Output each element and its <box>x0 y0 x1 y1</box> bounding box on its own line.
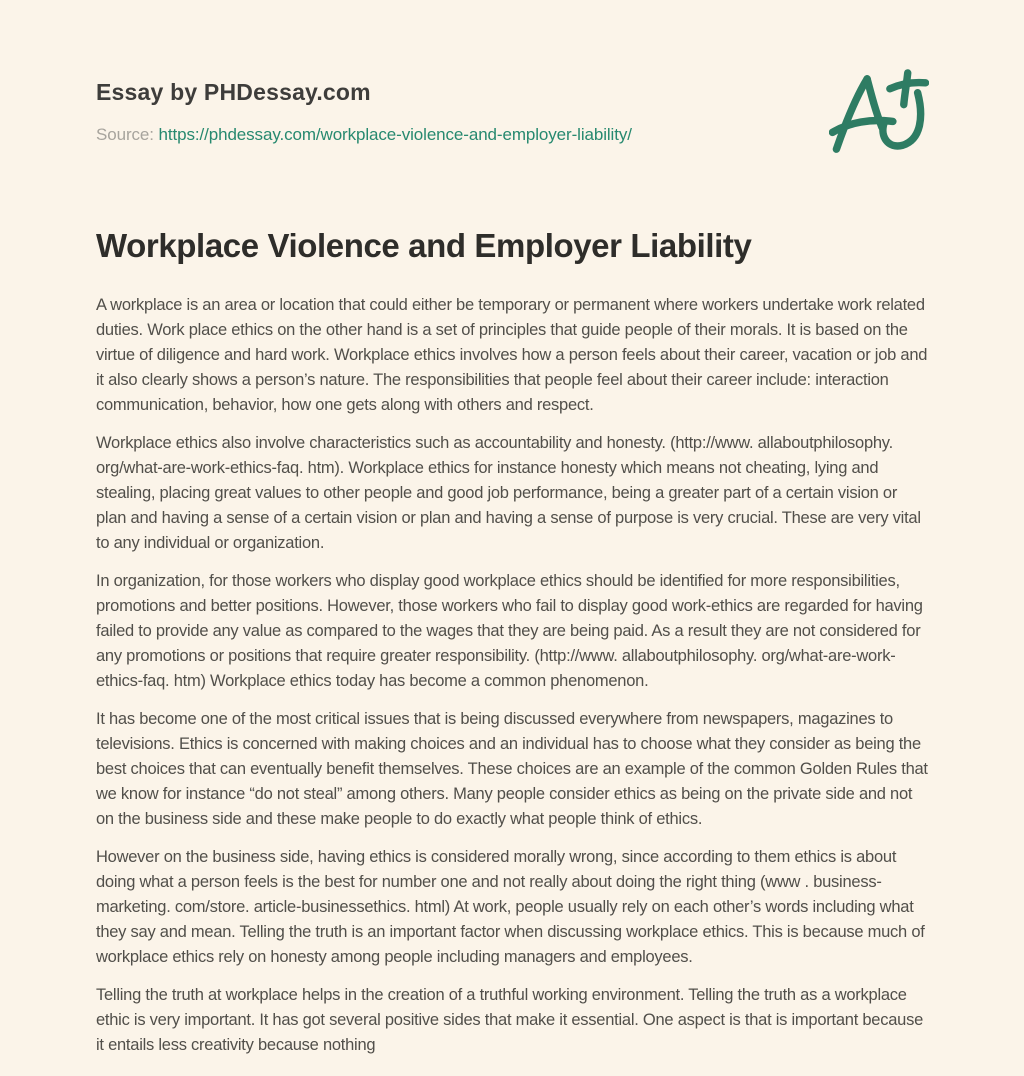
source-line <box>96 124 928 146</box>
source-label: Source: <box>96 125 154 144</box>
article-paragraph: In organization, for those workers who display good workplace ethics should be identified for more responsibilities, promotions and better positions. However, those workers who fail to display good work-ethics are regarded for having failed to provide any value as compared to the wages that they are being paid. As a result they are not considered for any promotions or positions that require greater responsibility. (http://www. allaboutphilosophy. org/what-are-work-ethics-faq. htm) Workplace ethics today has become a common phenomenon. <box>96 572 923 690</box>
article-paragraph: Workplace ethics also involve characteristics such as accountability and honesty. (http://www. allaboutphilosophy. org/what-are-work-ethics-faq. htm). Workplace ethics for instance honesty which means not cheating, lying and stealing, placing great values to other people and good job performance, being a greater part of a certain vision or plan and having a sense of a certain vision or plan and having a sense of purpose is very crucial. These are very vital to any individual or organization. <box>96 434 921 552</box>
a-plus-logo-icon <box>829 66 929 170</box>
article-paragraph: However on the business side, having ethics is considered morally wrong, since according to them ethics is about doing what a person feels is the best for number one and not really about doing the right thing (www . business-marketing. com/store. article-businessethics. html) At work, people usually rely on each other’s words including what they say and mean. Telling the truth is an important factor when discussing workplace ethics. This is because much of workplace ethics rely on honesty among people including managers and employees. <box>96 848 925 966</box>
article-body <box>96 293 928 1058</box>
article-paragraph: A workplace is an area or location that could either be temporary or permanent where workers undertake work related duties. Work place ethics on the other hand is a set of principles that guide people of their morals. It is based on the virtue of diligence and hard work. Workplace ethics involves how a person feels about their career, vacation or job and it also clearly shows a person’s nature. The responsibilities that people feel about their career include: interaction communication, behavior, how one gets along with others and respect. <box>96 296 928 414</box>
article-paragraph: It has become one of the most critical issues that is being discussed everywhere from newspapers, magazines to televisions. Ethics is concerned with making choices and an individual has to choose what they consider as being the best choices that can eventually benefit themselves. These choices are an example of the common Golden Rules that we know for instance “do not steal” among others. Many people consider ethics as being on the private side and not on the business side and these make people to do exactly what people think of ethics. <box>96 710 928 828</box>
article-paragraph: Telling the truth at workplace helps in the creation of a truthful working environment. Telling the truth as a workplace ethic is very important. It has got several positive sides that make it essential. One aspect is that is important because it entails less creativity because nothing <box>96 986 923 1054</box>
phdessay-logo <box>829 66 929 170</box>
source-url-link[interactable]: https://phdessay.com/workplace-violence-and-employer-liability/ <box>158 125 632 144</box>
byline-heading: Essay by PHDessay.com <box>96 79 371 105</box>
article-title: Workplace Violence and Employer Liability <box>96 227 752 264</box>
